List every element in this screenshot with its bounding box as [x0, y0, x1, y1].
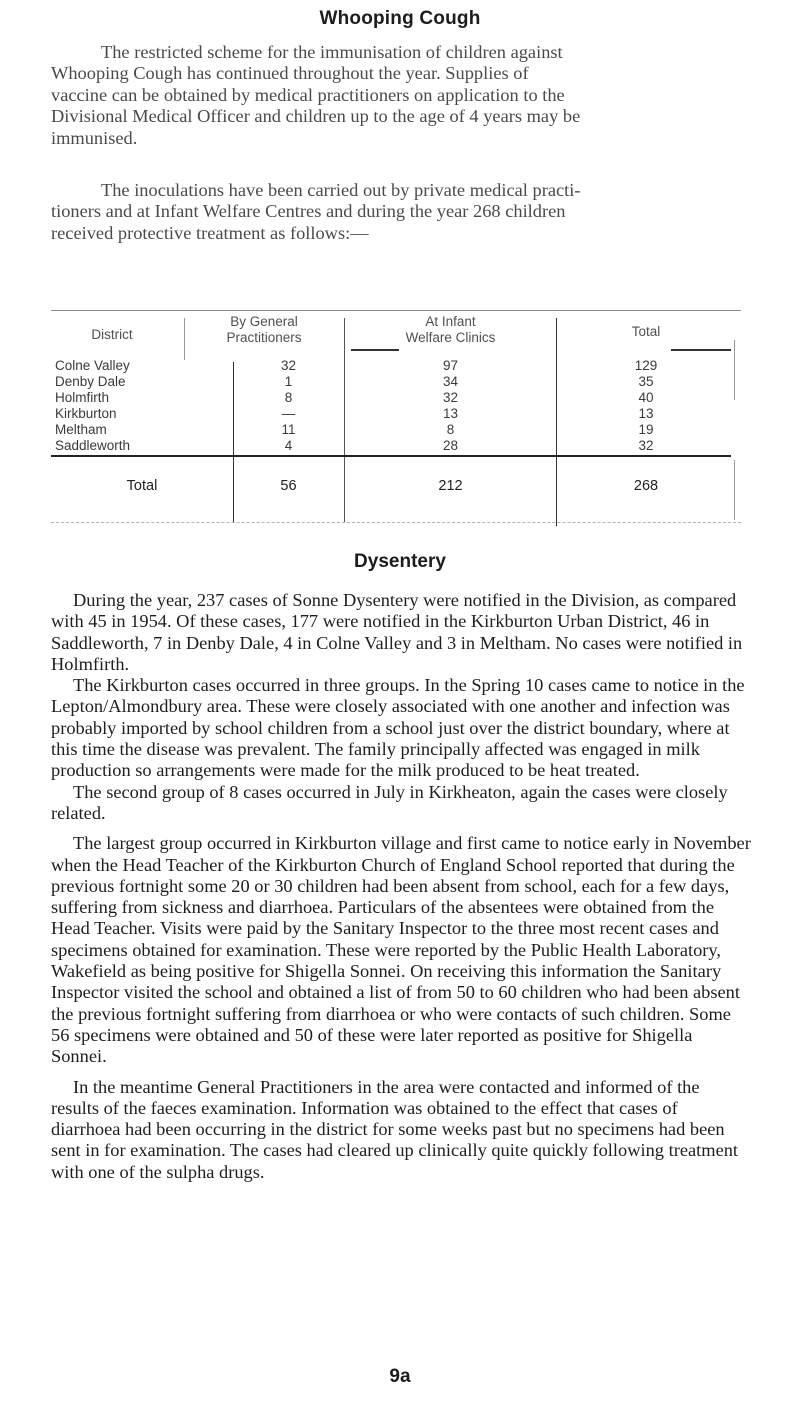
cell-clinics: 13 — [442, 406, 459, 421]
whooping-paragraph-2 — [51, 180, 749, 244]
cell-district: Denby Dale — [55, 374, 126, 389]
text-line: The restricted scheme for the immunisation of children against — [101, 42, 563, 62]
cell-gp: 11 — [281, 422, 296, 437]
cell-total: 19 — [638, 422, 654, 437]
cell-total: 13 — [638, 406, 654, 421]
cell-clinics: 97 — [442, 358, 459, 373]
cell-gp: 32 — [280, 358, 297, 373]
dysentery-paragraph: During the year, 237 cases of Sonne Dysentery were notified in the Division, as compared with 45 in 1954. Of these cases, 177 were notified in the Kirkburton Urban District, 46 in Saddleworth, 7 in Denby Dale, 4 in Colne Valley and 3 in Meltham. No cases were notified in Holmfirth. — [51, 590, 743, 674]
text-line: Divisional Medical Officer and children up to the age of 4 years may be — [51, 106, 581, 127]
cell-clinics: 32 — [442, 390, 459, 405]
text-line: immunised. — [51, 127, 138, 148]
cell-clinics: 34 — [442, 374, 459, 389]
cell-total: 40 — [638, 390, 654, 405]
totals-rule — [51, 455, 731, 457]
header-rule — [351, 349, 399, 351]
text-line: tioners and at Infant Welfare Centres and during the year 268 children — [51, 201, 566, 222]
header-rule — [671, 349, 731, 351]
totals-clinics: 212 — [438, 478, 463, 494]
text-line: The inoculations have been carried out by private medical practi- — [101, 180, 581, 200]
text-line: received protective treatment as follows:— — [51, 222, 369, 243]
dysentery-heading: Dysentery — [354, 551, 446, 572]
cell-district: Kirkburton — [55, 406, 117, 421]
cell-district: Holmfirth — [55, 390, 110, 405]
cell-total: 32 — [638, 438, 654, 453]
table-bottom-rule — [51, 522, 741, 523]
cell-gp: 4 — [284, 438, 293, 453]
cell-gp: — — [281, 406, 296, 421]
cell-district: Meltham — [55, 422, 107, 437]
header-line: At Infant — [425, 314, 476, 329]
dysentery-paragraph: The second group of 8 cases occurred in July in Kirkheaton, again the cases were closely related. — [51, 781, 728, 823]
text-line: Whooping Cough has continued throughout the year. Supplies of — [51, 63, 529, 84]
dysentery-paragraph: In the meantime General Practitioners in the area were contacted and informed of the results of the faeces examination. Information was obtained to the effect that cases of diarrhoea had been occurring in the district for some weeks past but no specimens had been sent in for examination. The cases had cleared up clinically quite quickly following treatment with one of the sulpha drugs. — [51, 1076, 739, 1182]
totals-label: Total — [126, 478, 158, 494]
header-line: By General — [230, 314, 298, 329]
header-welfare-clinics — [345, 314, 556, 346]
cell-total: 129 — [634, 358, 658, 373]
header-general-practitioners — [184, 314, 344, 346]
header-total: Total — [631, 324, 661, 339]
header-line: Practitioners — [226, 330, 302, 345]
page-number: 9a — [389, 1366, 411, 1387]
cell-gp: 8 — [284, 390, 293, 405]
cell-gp: 1 — [284, 374, 293, 389]
header-line: Welfare Clinics — [405, 330, 496, 345]
dysentery-paragraph: The Kirkburton cases occurred in three groups. In the Spring 10 cases came to notice in the Lepton/Almondbury area. These were closely associated with one another and infection was probably imported by school children from a school just over the district boundary, where at this time the disease was prevalent. The family principally affected was engaged in milk production so arrangements were made for the milk produced to be heat treated. — [51, 675, 745, 781]
dysentery-body — [51, 590, 751, 1183]
cell-clinics: 28 — [442, 438, 459, 453]
cell-total: 35 — [638, 374, 654, 389]
text-line: vaccine can be obtained by medical practitioners on application to the — [51, 84, 565, 105]
dysentery-paragraph: The largest group occurred in Kirkburton village and first came to notice early in November when the Head Teacher of the Kirkburton Church of England School reported that during the previous fortnight some 20 or 30 children had been absent from school, each for a few days, suffering from sickness and diarrhoea. Particulars of the absentees were obtained from the Head Teacher. Visits were paid by the Sanitary Inspector to the three most recent cases and specimens obtained for examination. These were reported by the Public Health Laboratory, Wakefield as being positive for Shigella Sonnei. On receiving this information the Sanitary Inspector visited the school and obtained a list of from 50 to 60 children who had been absent the previous fortnight suffering from diarrhoea or who were contacts of such children. Some 56 specimens were obtained and 50 of these were later reported as positive for Shigella Sonnei. — [51, 833, 751, 1067]
immunisation-table — [51, 310, 741, 525]
totals-total: 268 — [633, 478, 659, 494]
whooping-paragraph-1 — [51, 42, 749, 149]
table-top-rule — [51, 310, 741, 311]
whooping-cough-heading: Whooping Cough — [319, 8, 481, 29]
totals-gp: 56 — [280, 478, 297, 494]
header-district: District — [91, 327, 133, 342]
cell-clinics: 8 — [446, 422, 455, 437]
cell-district: Colne Valley — [55, 358, 130, 373]
cell-district: Saddleworth — [55, 438, 131, 453]
